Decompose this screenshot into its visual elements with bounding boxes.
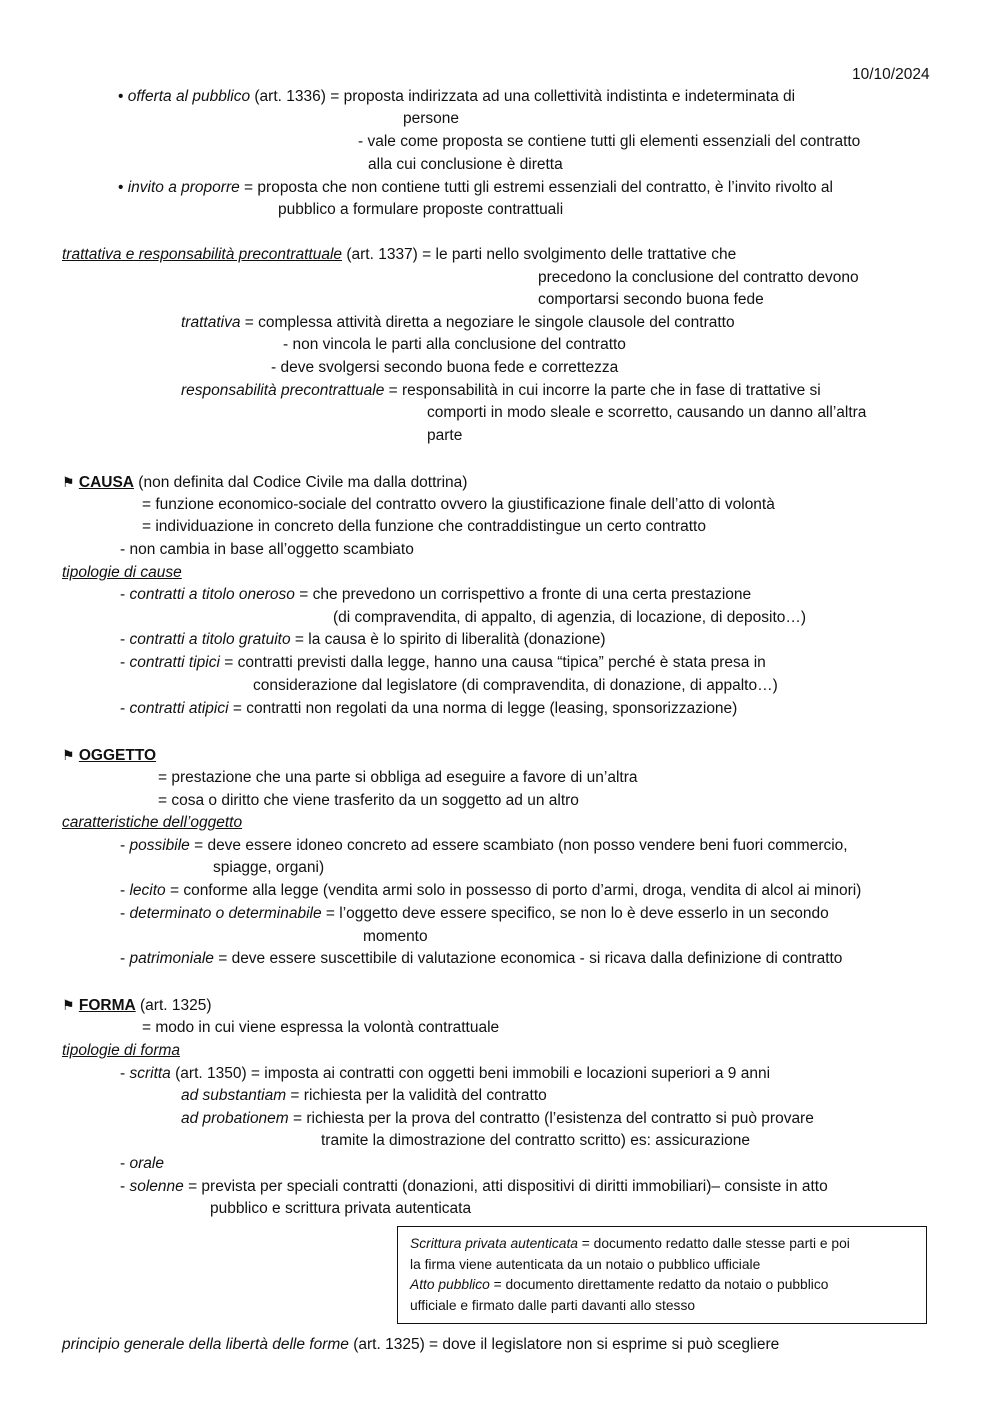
forma-probationem-line-2: tramite la dimostrazione del contratto scritto) es: assicurazione xyxy=(321,1132,751,1149)
causa-tipici-line: - contratti tipici = contratti previsti dalla legge, hanno una causa “tipica” perché è stata presa in xyxy=(120,654,766,671)
forma-probationem-line xyxy=(181,1109,814,1129)
atto-definition: = documento direttamente redatto da notaio o pubblico xyxy=(489,1277,829,1292)
offerta-line-1: • offerta al pubblico (art. 1336) = proposta indirizzata ad una collettività indistinta e indeterminata di xyxy=(118,88,796,105)
patrimoniale-term: patrimoniale xyxy=(129,950,214,967)
tipici-definition: = contratti previsti dalla legge, hanno una causa “tipica” perché è stata presa in xyxy=(219,654,766,671)
invito-term: invito a proporre xyxy=(127,179,240,196)
oggetto-title: OGGETTO xyxy=(78,747,157,764)
responsabilita-line-3: parte xyxy=(427,427,463,444)
lecito-definition: = conforme alla legge (vendita armi solo in possesso di porto d’armi, droga, vendita di alcol ai minori) xyxy=(165,882,862,899)
forma-orale-line: - orale xyxy=(120,1155,164,1172)
oggetto-def-2: = cosa o diritto che viene trasferito da un soggetto ad un altro xyxy=(158,792,579,809)
flag-icon: ⚑ xyxy=(62,474,75,490)
forma-def-1: = modo in cui viene espressa la volontà contrattuale xyxy=(142,1019,500,1036)
invito-definition: = proposta che non contiene tutti gli estremi essenziali del contratto, è l’invito rivolto al xyxy=(239,179,833,196)
oggetto-patrimoniale-line: - patrimoniale = deve essere suscettibile di valutazione economica - si ricava dalla definizione di contratto xyxy=(120,950,843,967)
trattativa-line-3: comportarsi secondo buona fede xyxy=(538,291,764,308)
oggetto-determinato-line: - determinato o determinabile = l’oggetto deve essere specifico, se non lo è deve esserlo in un secondo xyxy=(120,905,829,922)
scritta-term: scritta xyxy=(129,1065,171,1082)
forma-solenne-line-2: pubblico e scrittura privata autenticata xyxy=(210,1200,472,1217)
atipici-term: contratti atipici xyxy=(129,700,229,717)
solenne-definition: = prevista per speciali contratti (donazioni, atti dispositivi di diritti immobiliari)– consiste in atto xyxy=(183,1178,828,1195)
flag-icon: ⚑ xyxy=(62,747,75,763)
onerosi-term: contratti a titolo oneroso xyxy=(129,586,295,603)
lecito-term: lecito xyxy=(129,882,166,899)
causa-atipici-line: - contratti atipici = contratti non regolati da una norma di legge (leasing, sponsorizzazione) xyxy=(120,700,738,717)
determinato-definition: = l’oggetto deve essere specifico, se non lo è deve esserlo in un secondo xyxy=(321,905,829,922)
causa-gratuiti-line: - contratti a titolo gratuito = la causa è lo spirito di liberalità (donazione) xyxy=(120,631,606,648)
principio-line xyxy=(62,1335,779,1355)
responsabilita-line xyxy=(181,381,821,401)
causa-note: (non definita dal Codice Civile ma dalla dottrina) xyxy=(134,474,468,491)
oggetto-def-1: = prestazione che una parte si obbliga ad eseguire a favore di un’altra xyxy=(158,769,638,786)
scrittura-definition: = documento redatto dalle stesse parti e poi xyxy=(577,1236,850,1251)
flag-icon: ⚑ xyxy=(62,997,75,1013)
substantiam-term: ad substantiam xyxy=(181,1087,287,1104)
invito-line-2: pubblico a formulare proposte contrattuali xyxy=(278,201,564,218)
forma-solenne-line: - solenne = prevista per speciali contratti (donazioni, atti dispositivi di diritti immobiliari)– consiste in atto xyxy=(120,1178,828,1195)
note-atto-line xyxy=(410,1275,828,1295)
oggetto-lecito-line: - lecito = conforme alla legge (vendita armi solo in possesso di porto d’armi, droga, vendita di alcol ai minori) xyxy=(120,882,862,899)
principio-term: principio generale della libertà delle forme xyxy=(62,1336,349,1353)
forma-types-heading: tipologie di forma xyxy=(62,1042,181,1059)
forma-scritta-line: - scritta (art. 1350) = imposta ai contratti con oggetti beni immobili e locazioni superiori a 9 anni xyxy=(120,1065,771,1082)
patrimoniale-definition: = deve essere suscettibile di valutazione economica - si ricava dalla definizione di contratto xyxy=(213,950,843,967)
causa-def-3: - non cambia in base all’oggetto scambiato xyxy=(120,541,414,558)
determinato-term: determinato o determinabile xyxy=(129,905,322,922)
possibile-term: possibile xyxy=(129,837,190,854)
note-scrittura-line-2: la firma viene autenticata da un notaio o pubblico ufficiale xyxy=(410,1257,761,1272)
causa-onerosi-line-2: (di compravendita, di appalto, di agenzia, di locazione, di deposito…) xyxy=(333,609,807,626)
offerta-line-2: persone xyxy=(403,110,460,127)
trattativa-sub-line-2: - non vincola le parti alla conclusione del contratto xyxy=(283,336,626,353)
forma-note: (art. 1325) xyxy=(135,997,212,1014)
trattativa-heading: trattativa e responsabilità precontrattuale xyxy=(62,246,343,263)
atto-term: Atto pubblico xyxy=(410,1277,490,1292)
note-box xyxy=(397,1226,927,1324)
offerta-line-3: - vale come proposta se contiene tutti gli elementi essenziali del contratto xyxy=(358,133,861,150)
oggetto-determinato-line-2: momento xyxy=(363,928,428,945)
substantiam-definition: = richiesta per la validità del contratto xyxy=(286,1087,547,1104)
probationem-definition: = richiesta per la prova del contratto (l’esistenza del contratto si può provare xyxy=(288,1110,814,1127)
offerta-line-4: alla cui conclusione è diretta xyxy=(368,156,563,173)
orale-term: orale xyxy=(129,1155,164,1172)
forma-substantiam-line xyxy=(181,1086,547,1106)
causa-tipici-line-2: considerazione dal legislatore (di compravendita, di donazione, di appalto…) xyxy=(253,677,778,694)
trattativa-sub-definition: = complessa attività diretta a negoziare le singole clausole del contratto xyxy=(240,314,735,331)
tipici-term: contratti tipici xyxy=(129,654,220,671)
oggetto-possibile-line: - possibile = deve essere idoneo concreto ad essere scambiato (non posso vendere beni fuori commercio, xyxy=(120,837,848,854)
note-atto-line-2: ufficiale e firmato dalle parti davanti allo stesso xyxy=(410,1298,696,1313)
offerta-term: offerta al pubblico xyxy=(127,88,251,105)
responsabilita-line-2: comporti in modo sleale e scorretto, causando un danno all’altra xyxy=(427,404,867,421)
forma-title: FORMA xyxy=(78,997,136,1014)
note-scrittura-line xyxy=(410,1234,850,1254)
forma-heading-line xyxy=(62,995,212,1016)
oggetto-char-heading: caratteristiche dell’oggetto xyxy=(62,814,243,831)
gratuiti-definition: = la causa è lo spirito di liberalità (donazione) xyxy=(290,631,606,648)
trattativa-sub-line-3: - deve svolgersi secondo buona fede e correttezza xyxy=(271,359,619,376)
onerosi-definition: = che prevedono un corrispettivo a fronte di una certa prestazione xyxy=(294,586,752,603)
scritta-definition: (art. 1350) = imposta ai contratti con oggetti beni immobili e locazioni superiori a 9 anni xyxy=(170,1065,771,1082)
causa-heading-line xyxy=(62,472,467,493)
document-date: 10/10/2024 xyxy=(852,66,930,83)
gratuiti-term: contratti a titolo gratuito xyxy=(129,631,291,648)
trattativa-sub-line xyxy=(181,313,735,333)
trattativa-heading-line xyxy=(62,245,736,265)
responsabilita-term: responsabilità precontrattuale xyxy=(181,382,385,399)
solenne-term: solenne xyxy=(129,1178,184,1195)
atipici-definition: = contratti non regolati da una norma di legge (leasing, sponsorizzazione) xyxy=(228,700,738,717)
probationem-term: ad probationem xyxy=(181,1110,289,1127)
possibile-definition: = deve essere idoneo concreto ad essere scambiato (non posso vendere beni fuori commercio, xyxy=(189,837,848,854)
trattativa-sub-term: trattativa xyxy=(181,314,241,331)
responsabilita-definition: = responsabilità in cui incorre la parte che in fase di trattative si xyxy=(384,382,821,399)
causa-onerosi-line: - contratti a titolo oneroso = che prevedono un corrispettivo a fronte di una certa prestazione xyxy=(120,586,752,603)
causa-def-2: = individuazione in concreto della funzione che contraddistingue un certo contratto xyxy=(142,518,706,535)
oggetto-heading-line xyxy=(62,745,156,766)
causa-title: CAUSA xyxy=(78,474,134,491)
principio-definition: (art. 1325) = dove il legislatore non si esprime si può scegliere xyxy=(348,1336,780,1353)
invito-line-1: • invito a proporre = proposta che non contiene tutti gli estremi essenziali del contratto, è l’invito rivolto al xyxy=(118,179,833,196)
trattativa-line-2: precedono la conclusione del contratto devono xyxy=(538,269,859,286)
oggetto-possibile-line-2: spiagge, organi) xyxy=(213,859,325,876)
causa-def-1: = funzione economico-sociale del contratto ovvero la giustificazione finale dell’atto di volontà xyxy=(142,496,775,513)
scrittura-term: Scrittura privata autenticata xyxy=(410,1236,578,1251)
trattativa-definition: (art. 1337) = le parti nello svolgimento delle trattative che xyxy=(342,246,737,263)
causa-types-heading: tipologie di cause xyxy=(62,564,182,581)
offerta-definition: (art. 1336) = proposta indirizzata ad una collettività indistinta e indeterminata di xyxy=(250,88,796,105)
